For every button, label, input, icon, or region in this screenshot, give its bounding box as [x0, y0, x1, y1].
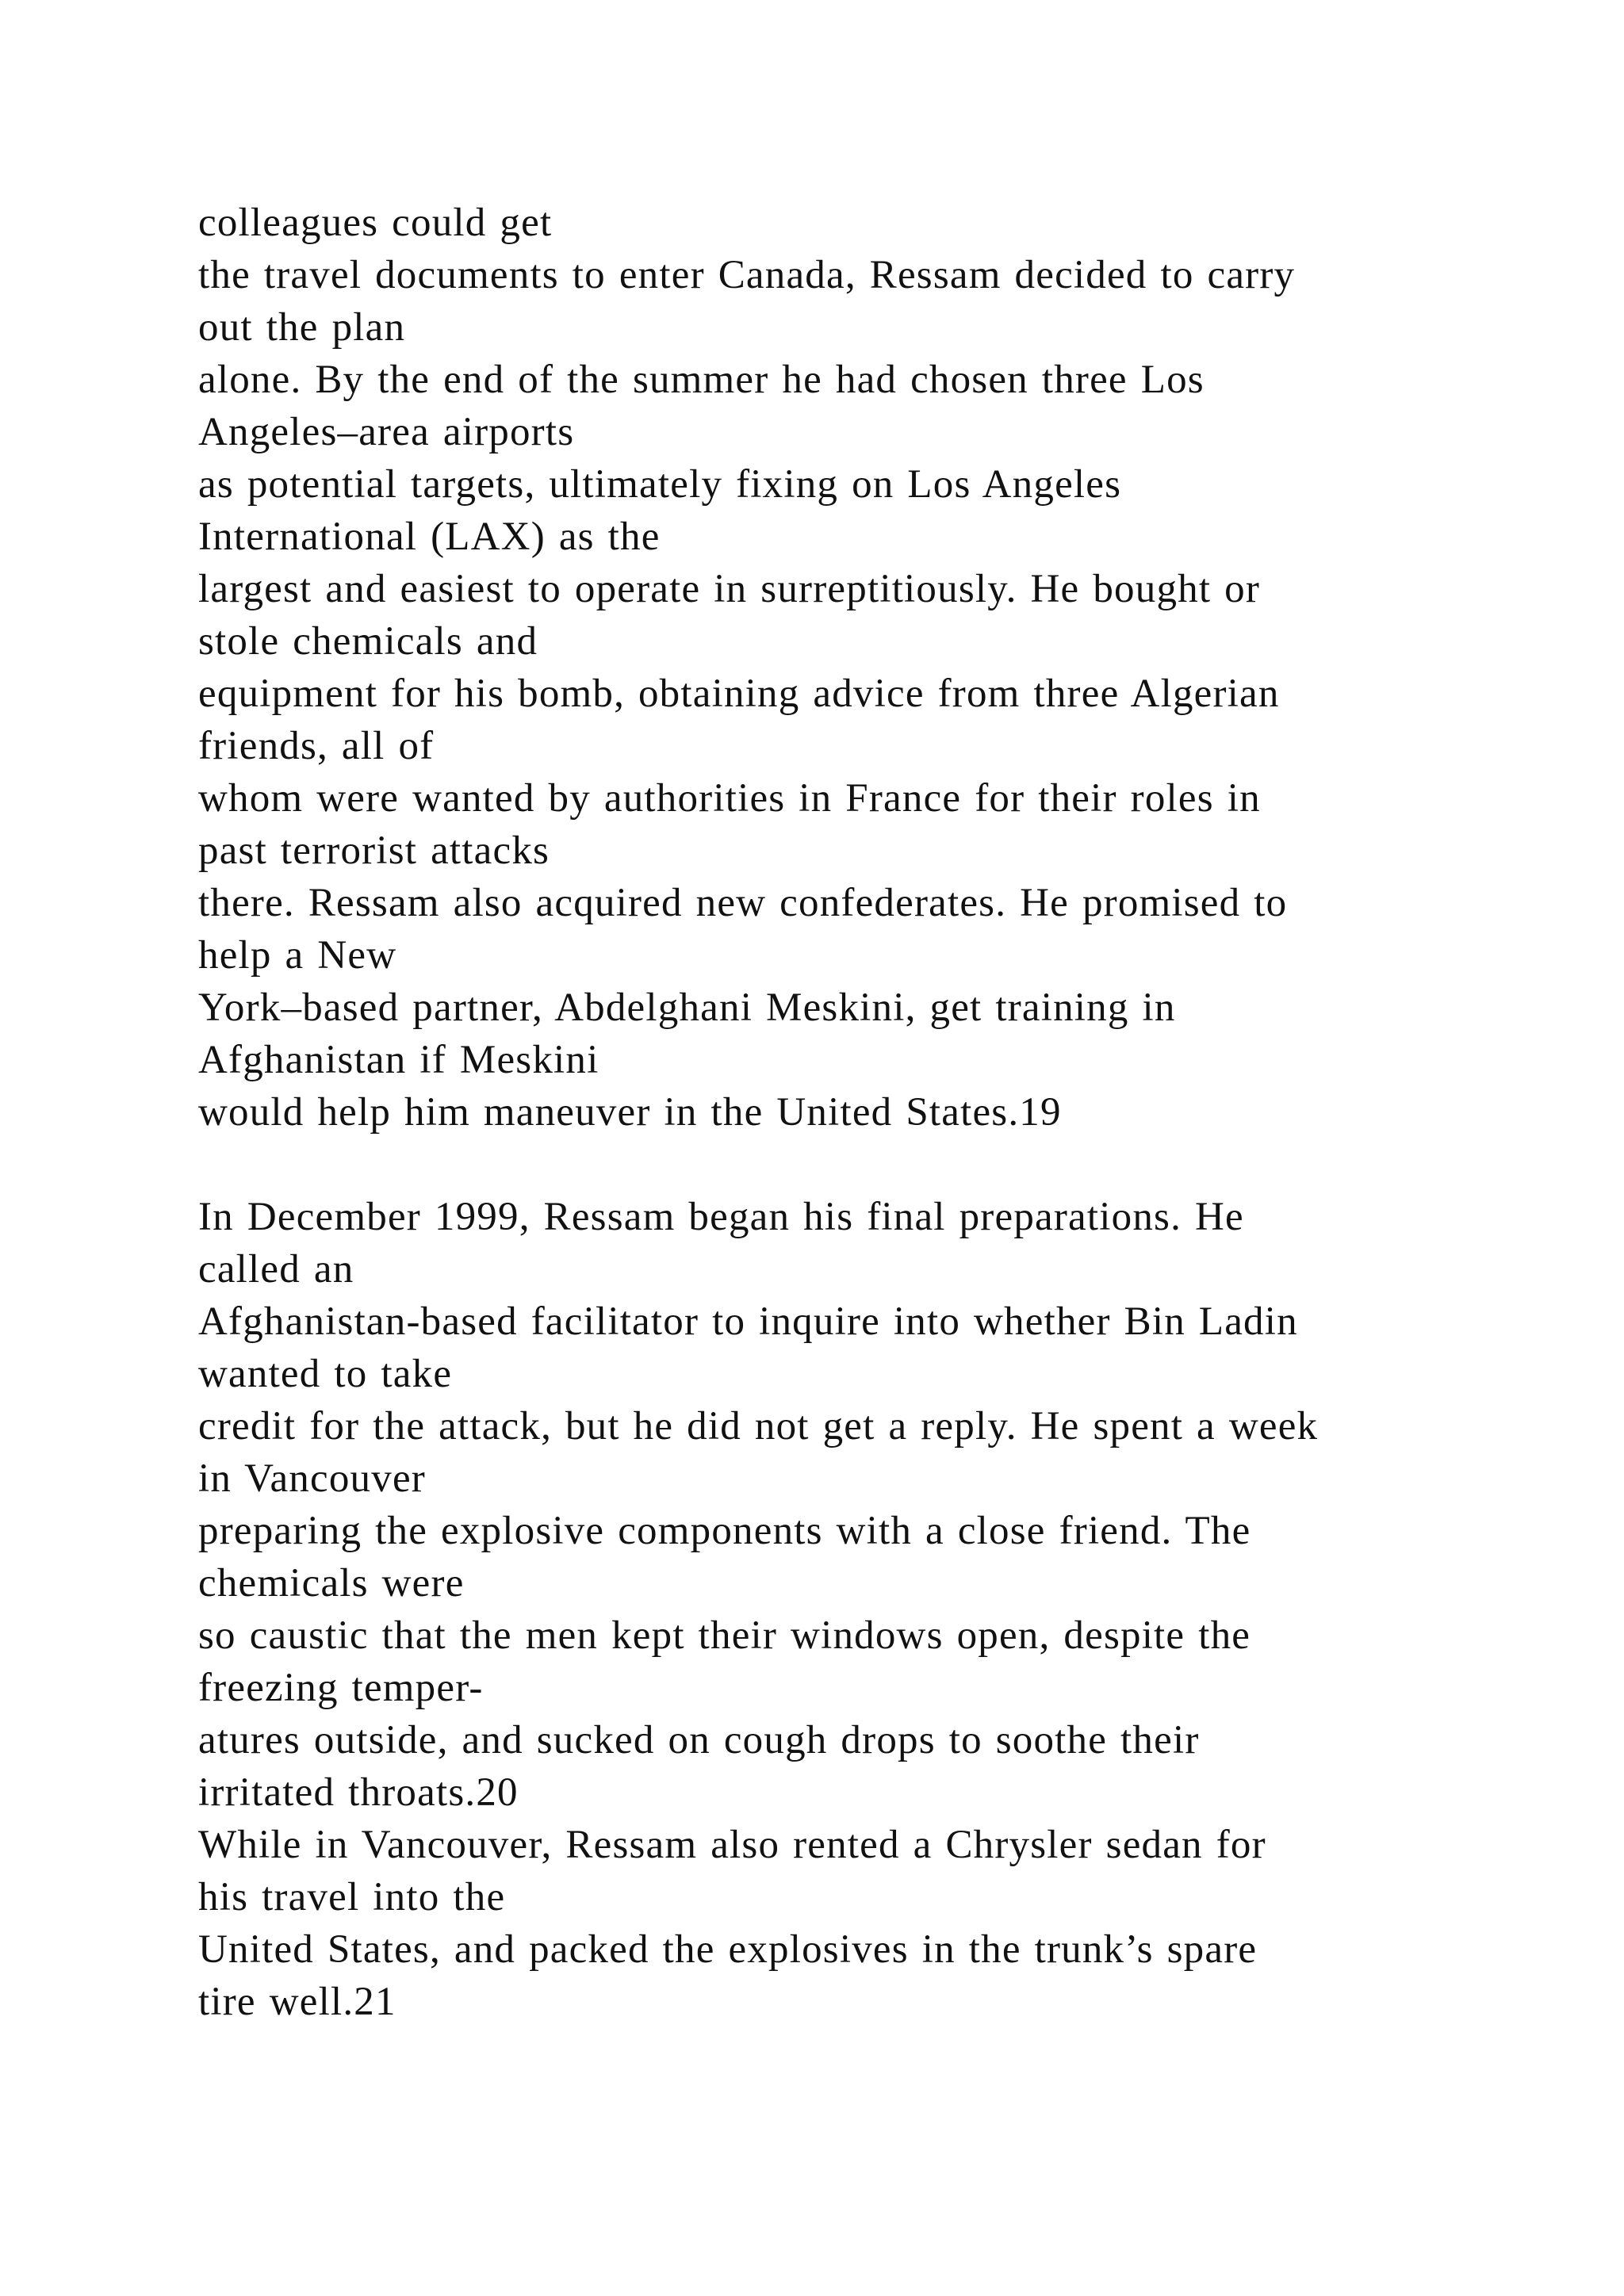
paragraph-final-preparations: [198, 1191, 1435, 2028]
text-line: Angeles–area airports: [198, 410, 575, 454]
text-line: would help him maneuver in the United States.19: [198, 1090, 1062, 1135]
text-line: In December 1999, Ressam began his final preparations. He: [198, 1195, 1244, 1239]
text-line: help a New: [198, 933, 397, 978]
text-line: there. Ressam also acquired new confederates. He promised to: [198, 881, 1288, 925]
text-line: past terrorist attacks: [198, 828, 550, 873]
text-line: credit for the attack, but he did not get a reply. He spent a week: [198, 1404, 1319, 1448]
text-line: out the plan: [198, 305, 406, 350]
text-line: International (LAX) as the: [198, 515, 661, 559]
text-line: so caustic that the men kept their windows open, despite the: [198, 1613, 1251, 1658]
paragraph-gap: [198, 1138, 1435, 1191]
text-line: Afghanistan-based facilitator to inquire into whether Bin Ladin: [198, 1299, 1298, 1344]
text-line: the travel documents to enter Canada, Ressam decided to carry: [198, 253, 1296, 297]
text-line: preparing the explosive components with a close friend. The: [198, 1509, 1251, 1553]
text-line: York–based partner, Abdelghani Meskini, get training in: [198, 985, 1176, 1030]
text-line: alone. By the end of the summer he had chosen three Los: [198, 358, 1205, 402]
text-line: freezing temper-: [198, 1666, 484, 1710]
body-text: [198, 197, 1435, 2028]
text-line: atures outside, and sucked on cough drops to soothe their: [198, 1718, 1200, 1762]
text-line: irritated throats.20: [198, 1770, 519, 1815]
text-line: as potential targets, ultimately fixing on Los Angeles: [198, 462, 1122, 507]
text-line: United States, and packed the explosives in the trunk’s spare: [198, 1927, 1258, 1972]
paragraph-ressam-plan: [198, 197, 1435, 1138]
text-line: tire well.21: [198, 1980, 396, 2024]
text-line: equipment for his bomb, obtaining advice from three Algerian: [198, 672, 1280, 716]
text-line: wanted to take: [198, 1352, 453, 1396]
text-line: whom were wanted by authorities in France for their roles in: [198, 776, 1261, 821]
text-line: largest and easiest to operate in surreptitiously. He bought or: [198, 567, 1261, 611]
text-line: While in Vancouver, Ressam also rented a Chrysler sedan for: [198, 1823, 1266, 1867]
text-line: Afghanistan if Meskini: [198, 1038, 599, 1082]
text-line: his travel into the: [198, 1875, 506, 1919]
text-line: in Vancouver: [198, 1456, 426, 1501]
text-line: stole chemicals and: [198, 619, 538, 664]
text-line: called an: [198, 1247, 354, 1292]
text-line: friends, all of: [198, 724, 435, 768]
text-line: chemicals were: [198, 1561, 465, 1605]
text-line: colleagues could get: [198, 201, 553, 245]
